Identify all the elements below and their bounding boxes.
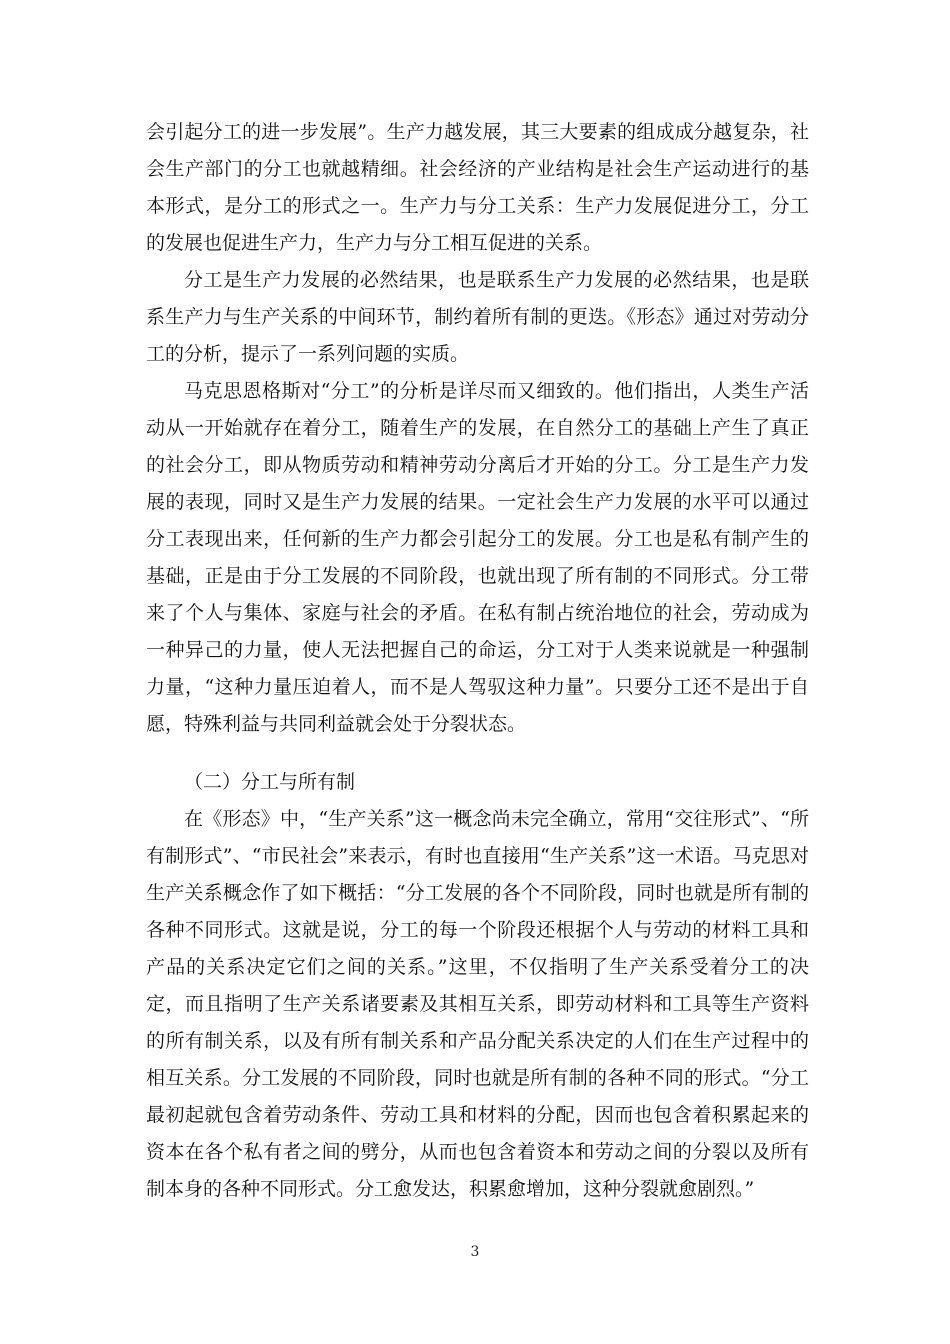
paragraph-division-of-labor: 分工是生产力发展的必然结果，也是联系生产力发展的必然结果，也是联系生产力与生产关系的中间环节，制约着所有制的更迭。《形态》通过对劳动分工的分析，提示了一系列问题的实质。 (146, 269, 809, 365)
document-body (146, 114, 809, 1208)
paragraph-continued: 会引起分工的进一步发展”。生产力越发展，其三大要素的组成成分越复杂，社会生产部门的分工也就越精细。社会经济的产业结构是社会生产运动进行的基本形式，是分工的形式之一。生产力与分工关系：生产力发展促进分工，分工的发展也促进生产力，生产力与分工相互促进的关系。 (146, 121, 809, 254)
paragraph-marx-engels-analysis: 马克思恩格斯对“分工”的分析是详尽而又细致的。他们指出，人类生产活动从一开始就存在着分工，随着生产的发展，在自然分工的基础上产生了真正的社会分工，即从物质劳动和精神劳动分离后才开始的分工。分工是生产力发展的表现，同时又是生产力发展的结果。一定社会生产力发展的水平可以通过分工表现出来，任何新的生产力都会引起分工的发展。分工也是私有制产生的基础，正是由于分工发展的不同阶段，也就出现了所有制的不同形式。分工带来了个人与集体、家庭与社会的矛盾。在私有制占统治地位的社会，劳动成为一种异己的力量，使人无法把握自己的命运，分工对于人类来说就是一种强制力量，“这种力量压迫着人，而不是人驾驭这种力量”。只要分工还不是出于自愿，特殊利益与共同利益就会处于分裂状态。 (146, 380, 809, 735)
section-heading: （二）分工与所有制 (184, 771, 356, 793)
paragraph-ownership: 在《形态》中，“生产关系”这一概念尚未完全确立，常用“交往形式”、“所有制形式”、“市民社会”来表示，有时也直接用“生产关系”这一术语。马克思对生产关系概念作了如下概括：“分工发展的各个不同阶段，同时也就是所有制的各种不同形式。这就是说，分工的每一个阶段还根据个人与劳动的材料工具和产品的关系决定它们之间的关系。”这里，不仅指明了生产关系受着分工的决定，而且指明了生产关系诸要素及其相互关系，即劳动材料和工具等生产资料的所有制关系，以及有所有制关系和产品分配关系决定的人们在生产过程中的相互关系。分工发展的不同阶段，同时也就是所有制的各种不同的形式。“分工最初起就包含着劳动条件、劳动工具和材料的分配，因而也包含着积累起来的资本在各个私有者之间的劈分，从而也包含着资本和劳动之间的分裂以及所有制本身的各种不同形式。分工愈发达，积累愈增加，这种分裂就愈剧烈。” (146, 808, 809, 1200)
page-number: 3 (470, 1244, 480, 1260)
